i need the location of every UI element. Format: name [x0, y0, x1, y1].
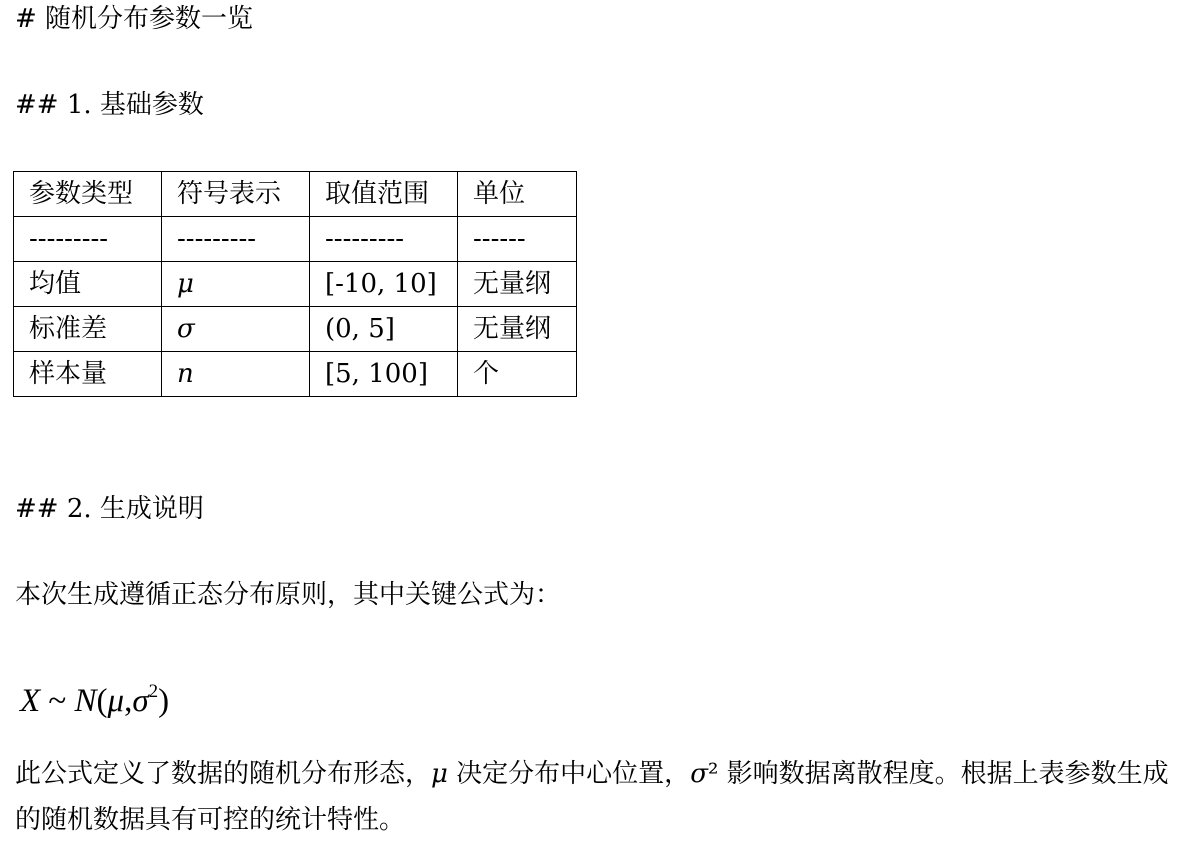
normal-distribution-formula [20, 681, 170, 719]
table-header-cell: 单位 [458, 172, 577, 217]
formula-open-paren: ( [96, 683, 108, 719]
parameter-table [13, 171, 577, 397]
table-header-cell: 参数类型 [14, 172, 162, 217]
table-header-cell: 符号表示 [162, 172, 310, 217]
description-paragraph [15, 751, 1185, 843]
table-cell: --------- [162, 217, 310, 262]
description-text: ² 影响数据离散程度。根据上表参数生成的随机数据具有可控的统计特性。 [15, 759, 1169, 835]
section-heading-generation-notes: ## 2. 生成说明 [15, 494, 204, 524]
formula-distribution: N [74, 683, 97, 719]
table-cell: 标准差 [14, 307, 162, 352]
table-cell: ------ [458, 217, 577, 262]
intro-paragraph: 本次生成遵循正态分布原则，其中关键公式为： [15, 580, 562, 610]
table-cell: 无量纲 [458, 307, 577, 352]
formula-mu: μ [107, 683, 125, 719]
table-cell: 个 [458, 352, 577, 397]
table-separator-row [14, 217, 577, 262]
table-header-row [14, 172, 577, 217]
table-cell: [-10, 10] [310, 262, 458, 307]
table-cell: 无量纲 [458, 262, 577, 307]
table-row [14, 307, 577, 352]
description-mu: μ [431, 759, 448, 789]
table-header-cell: 取值范围 [310, 172, 458, 217]
formula-variable: X [20, 683, 41, 719]
table-cell: --------- [310, 217, 458, 262]
table-cell: n [162, 352, 310, 397]
table-cell: --------- [14, 217, 162, 262]
table-cell: 均值 [14, 262, 162, 307]
table-row [14, 262, 577, 307]
table-row [14, 352, 577, 397]
section-heading-basic-params: ## 1. 基础参数 [15, 90, 204, 120]
formula-comma: , [124, 683, 133, 719]
document-title: # 随机分布参数一览 [15, 4, 254, 34]
table-cell: [5, 100] [310, 352, 458, 397]
description-text: 决定分布中心位置， [447, 759, 691, 789]
description-sigma: σ [690, 759, 708, 789]
description-text: 此公式定义了数据的随机分布形态， [15, 759, 432, 789]
formula-close-paren: ) [158, 683, 170, 719]
table-cell: 样本量 [14, 352, 162, 397]
table-cell: σ [162, 307, 310, 352]
formula-exponent: 2 [148, 681, 159, 702]
formula-tilde: ~ [40, 683, 75, 719]
table-cell: (0, 5] [310, 307, 458, 352]
formula-sigma: σ [132, 683, 149, 719]
table-cell: μ [162, 262, 310, 307]
